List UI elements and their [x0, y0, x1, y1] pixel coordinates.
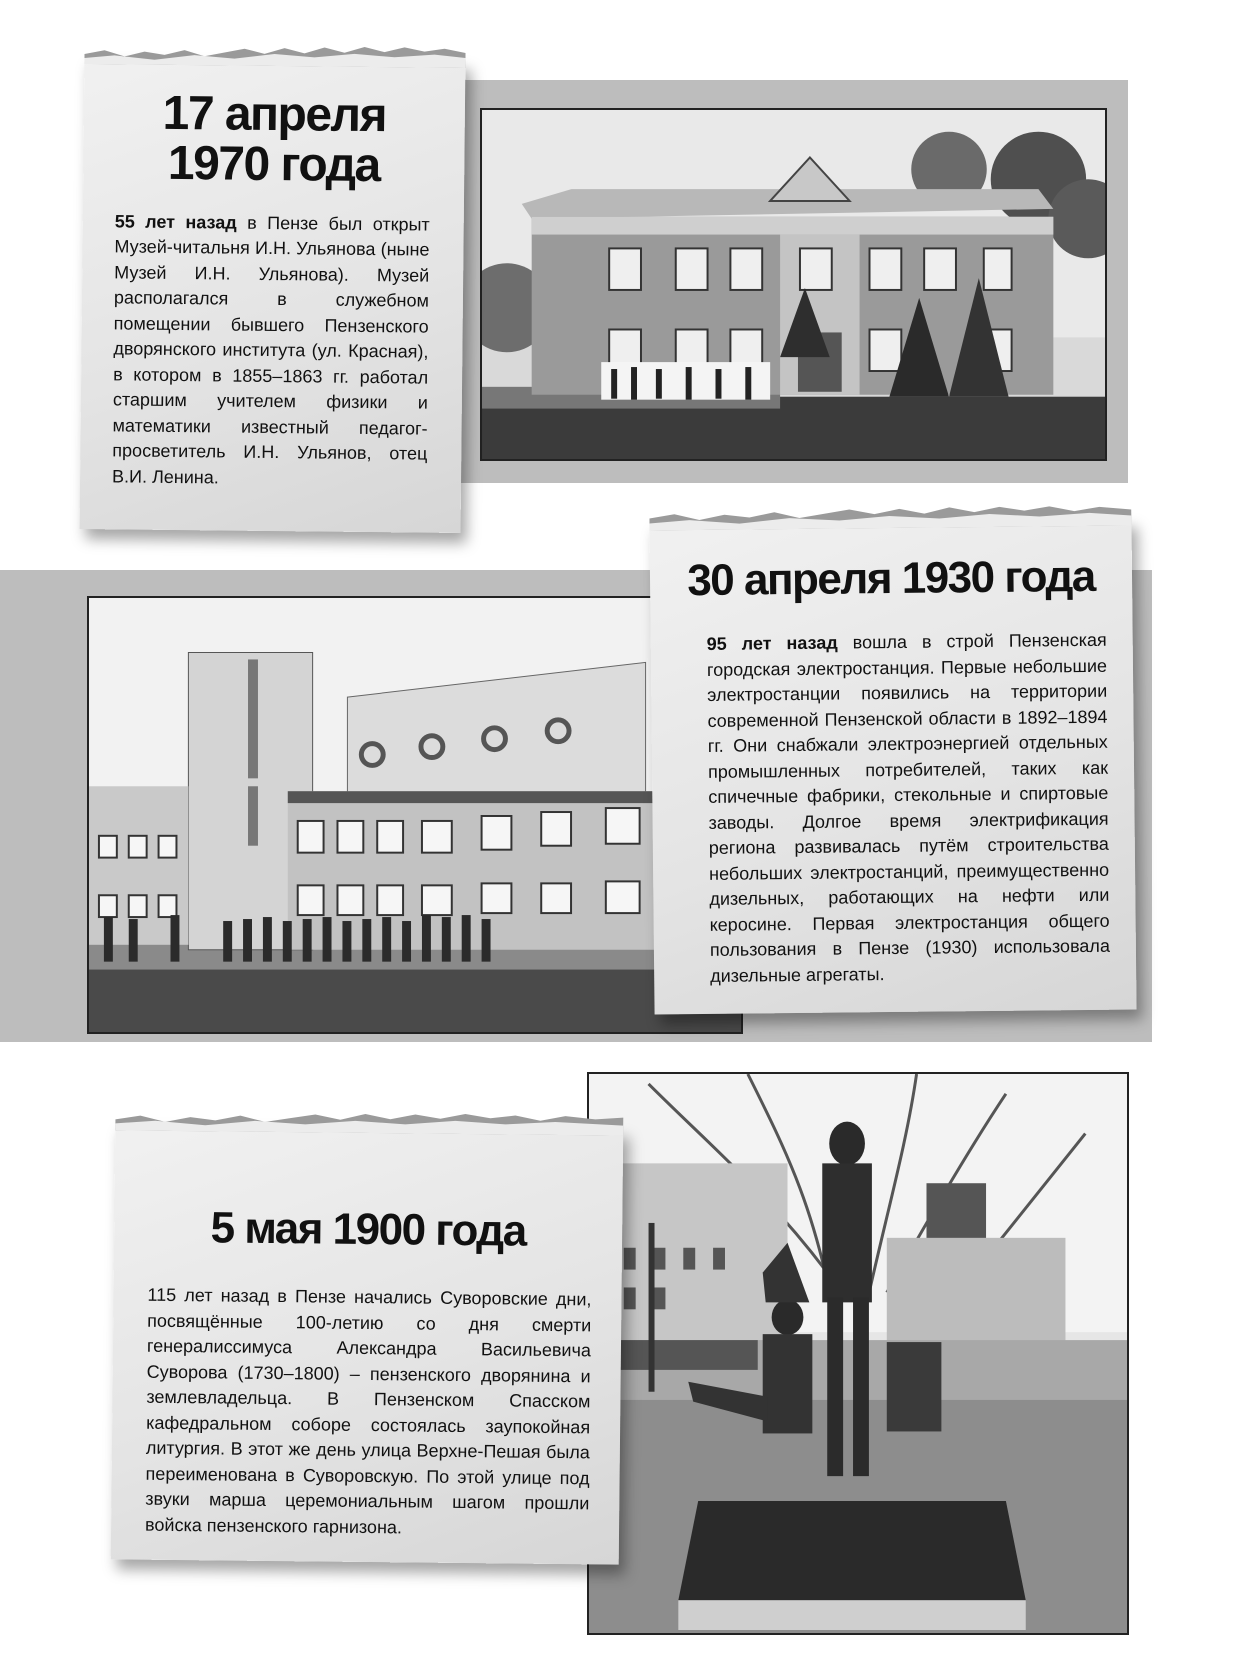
torn-edge	[84, 42, 465, 68]
entry-card-1	[80, 56, 466, 533]
museum-building-photo	[480, 108, 1107, 461]
entry-1-date-line2: 1970 года	[167, 137, 381, 193]
entry-card-3	[111, 1122, 624, 1564]
entry-1-lead: 55 лет назад	[114, 211, 237, 233]
entry-2-lead: 95 лет назад	[706, 632, 838, 655]
entry-2-date: 30 апреля 1930 года	[687, 551, 1096, 606]
power-station-photo	[87, 596, 743, 1034]
entry-card-2	[649, 517, 1136, 1014]
entry-2-text: 95 лет назад вошла в строй Пензенская городская электростанция. Первые небольшие электростанции появились на территории современной Пензенской области в 1892–1894 гг. Они снабжали электроэнергией отдельных промышленных потребителей, таких как спичечные фабрики, стекольные и спиртовые заводы. Долгое время электрификация региона развивалась путём строительства небольших электростанций, преимущественно дизельных, работающих на нефти или керосине. Первая электростанция общего пользования в Пензе (1930) использовала дизельные агрегаты.	[706, 629, 1111, 986]
entry-3-date: 5 мая 1900 года	[210, 1203, 526, 1256]
entry-1-date-line1: 17 апреля	[162, 86, 387, 143]
torn-edge	[115, 1108, 623, 1135]
entry-1-text: 55 лет назад в Пензе был открыт Музей-читальня И.Н. Ульянова (ныне Музей И.Н. Ульянова). Музей располагался в служебном помещении бывшего Пензенского дворянского института (ул. Красная), в котором в 1855–1863 гг. работал старшим учителем физики и математики известный педагог-просветитель И.Н. Ульянов, отец В.И. Ленина.	[111, 211, 430, 488]
torn-edge	[649, 503, 1131, 530]
entry-3-text: 115 лет назад в Пензе начались Суворовские дни, посвящённые 100-летию со дня смерти генералиссимуса Александра Васильевича Суворова (1730–1800) – пензенского дворянина и землевладельца. В Пензенском Спасском кафедральном соборе состоялась заупокойная литургия. В этот же день улица Верхне-Пешая была переименована в Суворовскую. По этой улице под звуки марша церемониальным шагом прошли войска пензенского гарнизона.	[144, 1284, 592, 1538]
suvorov-monument-photo	[587, 1072, 1129, 1635]
